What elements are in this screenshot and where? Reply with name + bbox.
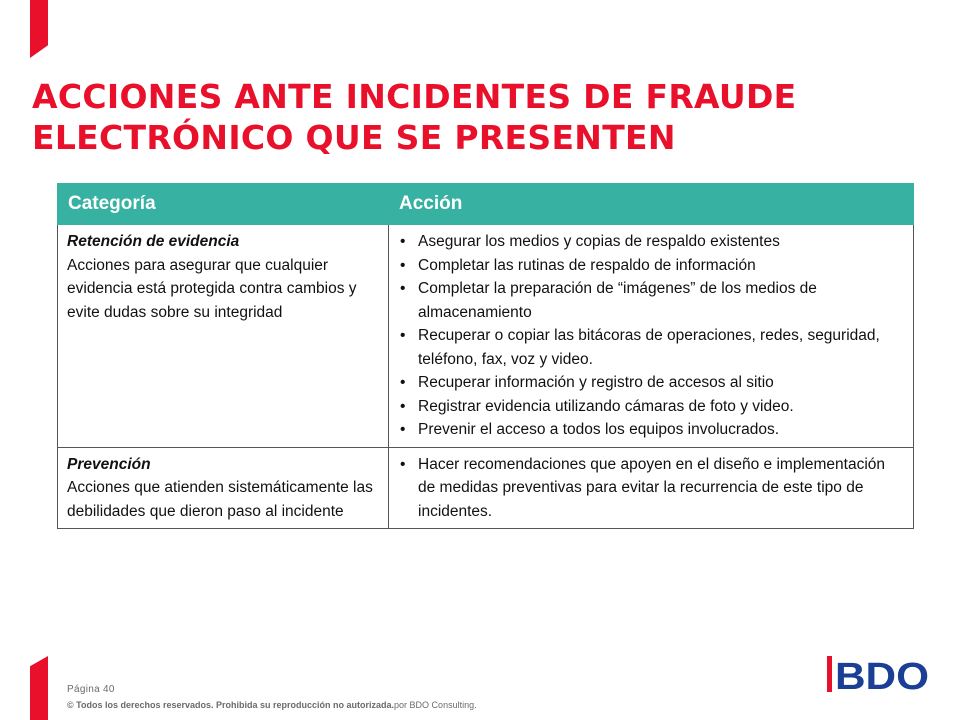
- copyright-rest: por BDO Consulting.: [394, 700, 477, 710]
- category-cell: [58, 447, 389, 529]
- bdo-logo: [826, 654, 930, 694]
- action-item: • Completar las rutinas de respaldo de información: [398, 254, 904, 278]
- action-list: [398, 230, 904, 442]
- category-description: Acciones para asegurar que cualquier evidencia está protegida contra cambios y evite dudas sobre su integridad: [67, 256, 357, 321]
- action-item: • Recuperar o copiar las bitácoras de operaciones, redes, seguridad, teléfono, fax, voz y video.: [398, 324, 904, 371]
- action-item: • Asegurar los medios y copias de respaldo existentes: [398, 230, 904, 254]
- action-item: • Prevenir el acceso a todos los equipos involucrados.: [398, 418, 904, 442]
- category-name: Prevención: [67, 455, 151, 473]
- table-row: [58, 225, 914, 448]
- action-item: • Registrar evidencia utilizando cámaras de foto y video.: [398, 395, 904, 419]
- red-corner-accent-top: [30, 0, 48, 58]
- page-number: Página 40: [67, 684, 115, 695]
- table-header-row: [58, 184, 914, 225]
- action-item: • Hacer recomendaciones que apoyen en el diseño e implementación de medidas preventivas para evitar la recurrencia de este tipo de incidentes.: [398, 453, 904, 524]
- column-header-action: Acción: [389, 184, 914, 225]
- action-cell: [389, 225, 914, 448]
- action-cell: [389, 447, 914, 529]
- copyright-bold: © Todos los derechos reservados. Prohibida su reproducción no autorizada.: [67, 700, 395, 710]
- action-list: [398, 453, 904, 524]
- table-row: [58, 447, 914, 529]
- category-description: Acciones que atienden sistemáticamente las debilidades que dieron paso al incidente: [67, 479, 373, 520]
- category-cell: [58, 225, 389, 448]
- column-header-category: Categoría: [58, 184, 389, 225]
- action-item: • Recuperar información y registro de accesos al sitio: [398, 371, 904, 395]
- page-title: [32, 76, 912, 158]
- page-title-line-2: ELECTRÓNICO QUE SE PRESENTEN: [32, 118, 676, 157]
- copyright-notice: [67, 700, 477, 710]
- page-title-line-1: ACCIONES ANTE INCIDENTES DE FRAUDE: [32, 77, 797, 116]
- red-corner-accent-bottom: [30, 656, 48, 720]
- actions-table: [57, 183, 914, 529]
- category-name: Retención de evidencia: [67, 233, 240, 250]
- action-item: • Completar la preparación de “imágenes” de los medios de almacenamiento: [398, 277, 904, 324]
- bdo-logo-text: BDO: [835, 656, 929, 694]
